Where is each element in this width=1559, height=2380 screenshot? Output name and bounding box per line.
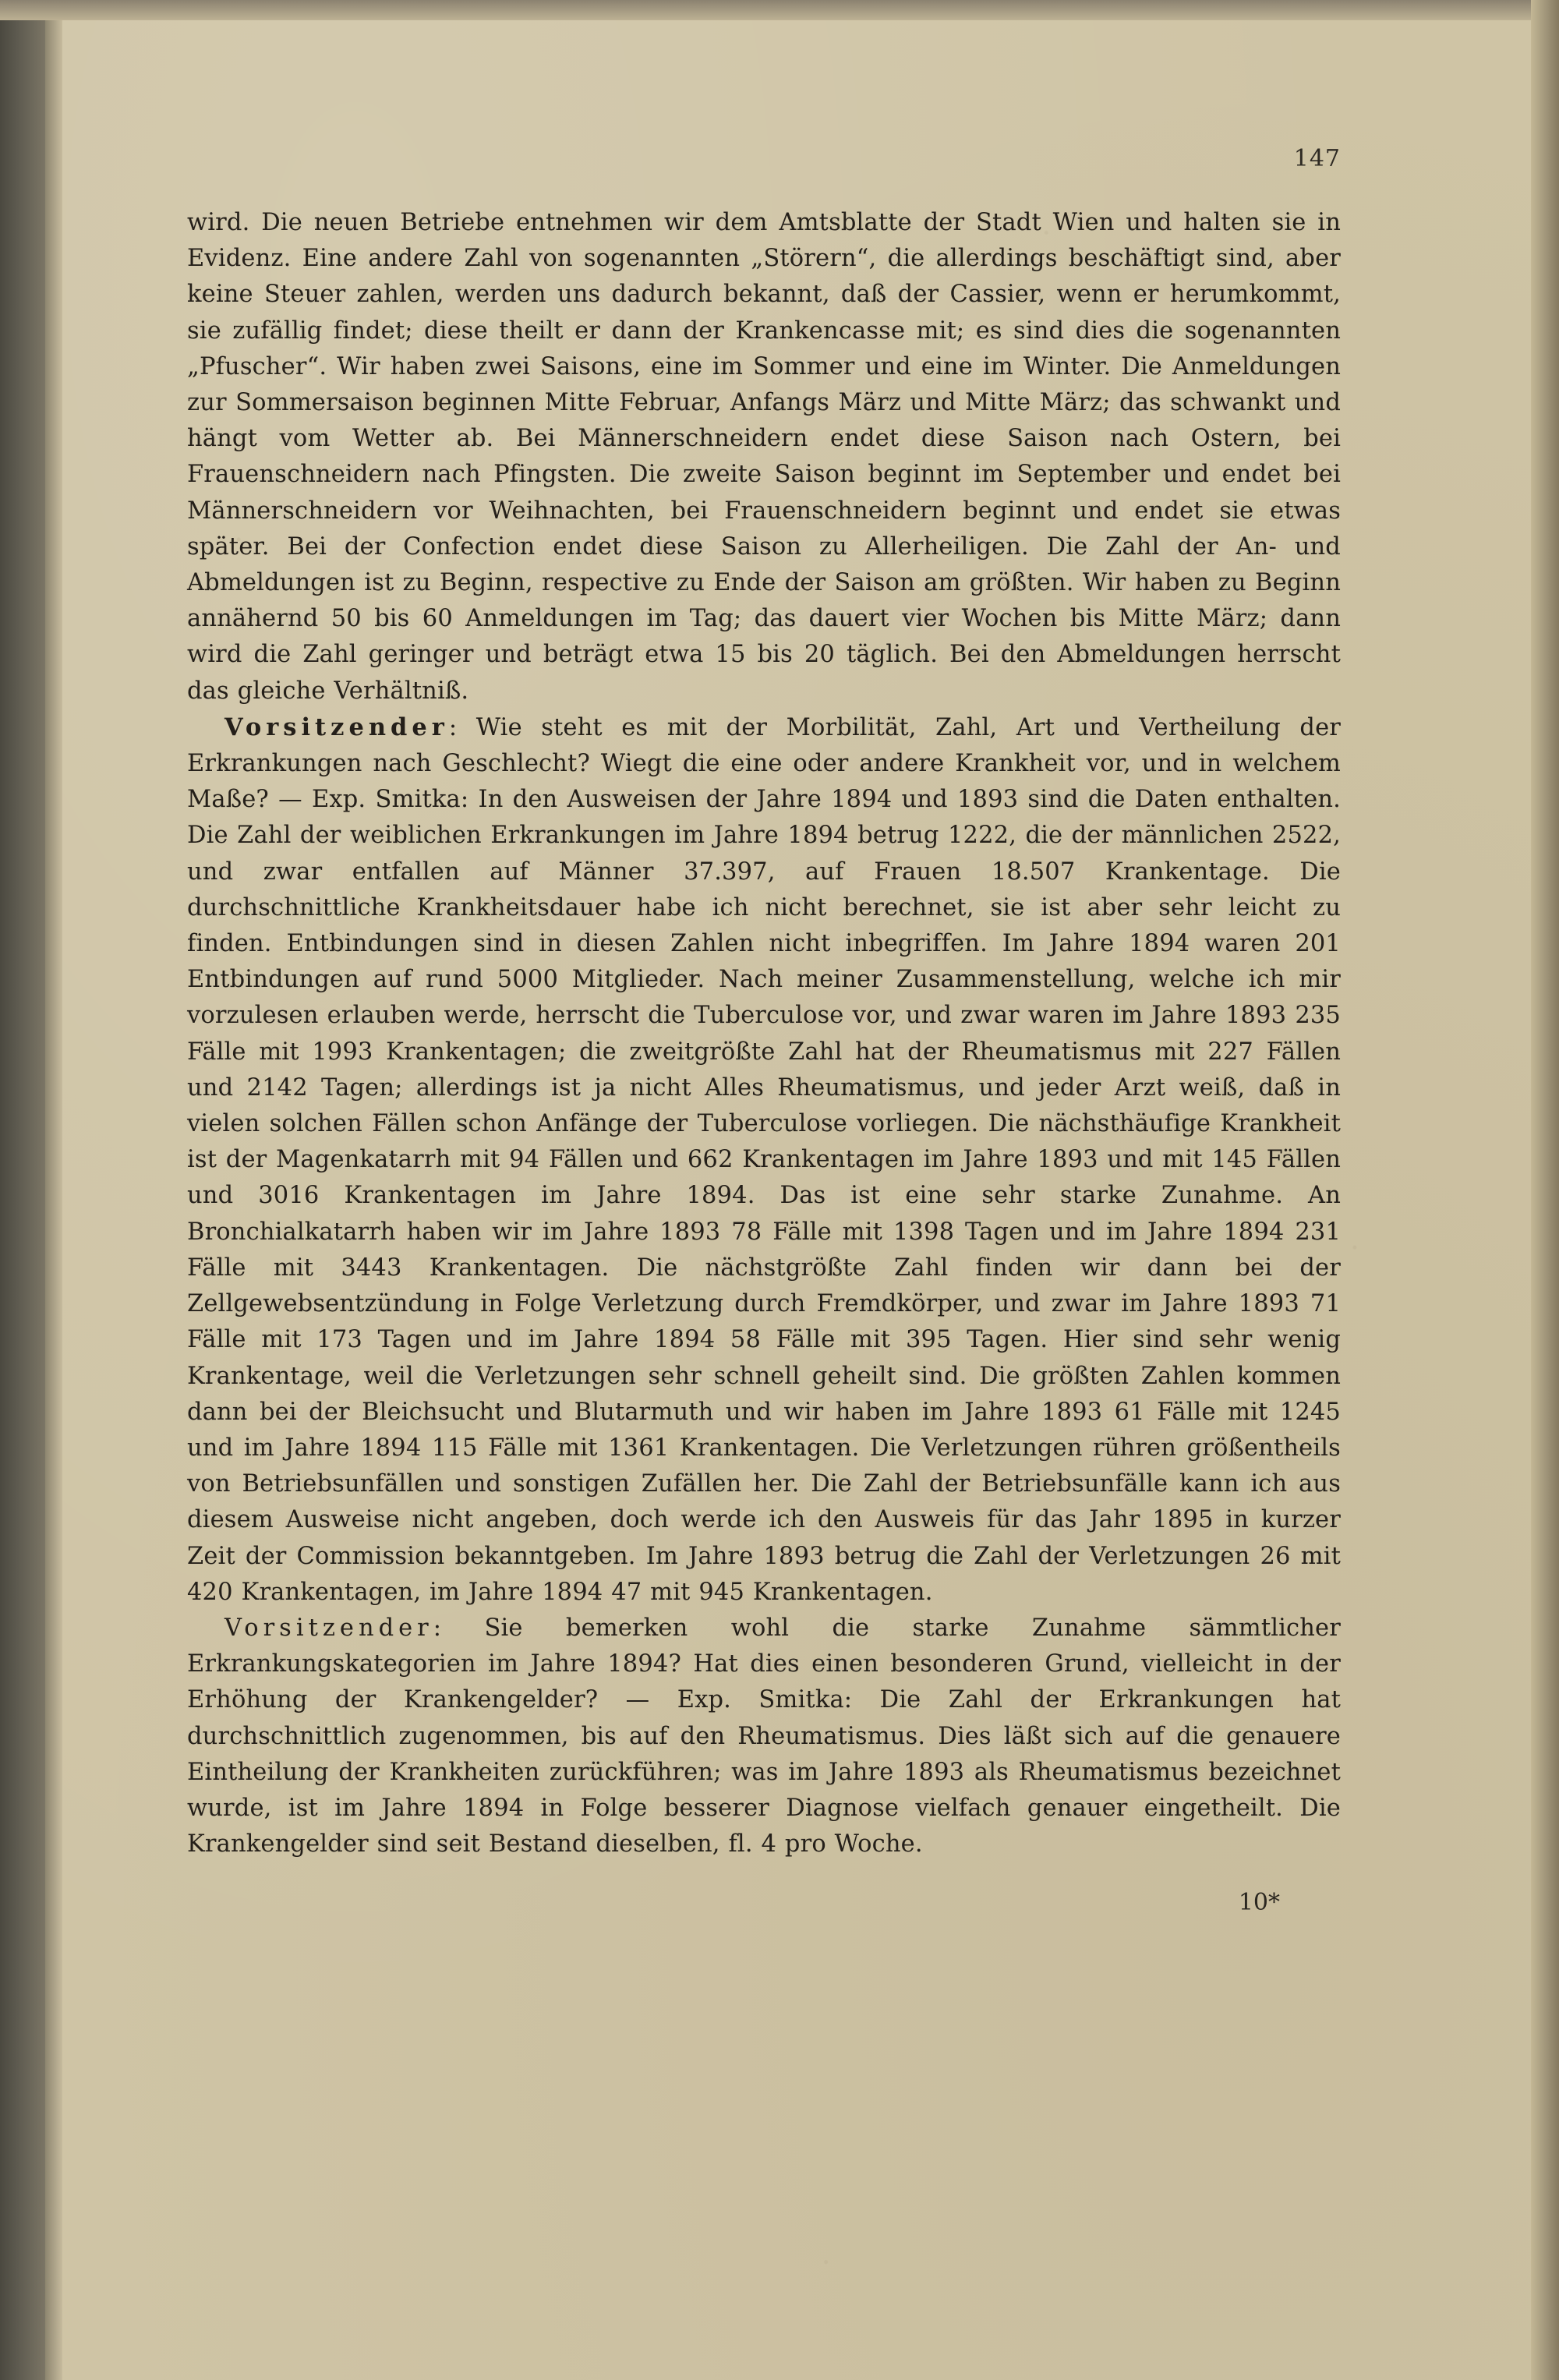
speaker-label: Vorsitzender xyxy=(224,713,449,741)
page-number: 147 xyxy=(1293,145,1341,172)
page-gutter-edge xyxy=(45,0,62,2380)
text-block xyxy=(187,145,1341,1916)
book-binding-shadow xyxy=(0,0,45,2380)
page-top-edge xyxy=(0,0,1559,20)
paragraph-2: Vorsitzender: Wie steht es mit der Morbilität, Zahl, Art und Vertheilung der Erkrankungen nach Geschlecht? Wiegt die eine oder andere Krankheit vor, und in welchem Maße? — Exp. Smitka: In den Ausweisen der Jahre 1894 und 1893 sind die Daten enthalten. Die Zahl der weiblichen Erkrankungen im Jahre 1894 betrug 1222, die der männlichen 2522, und zwar entfallen auf Männer 37.397, auf Frauen 18.507 Krankentage. Die durchschnittliche Krankheitsdauer habe ich nicht berechnet, sie ist aber sehr leicht zu finden. Entbindungen sind in diesen Zahlen nicht inbegriffen. Im Jahre 1894 waren 201 Entbindungen auf rund 5000 Mitglieder. Nach meiner Zusammenstellung, welche ich mir vorzulesen erlauben werde, herrscht die Tuberculose vor, und zwar waren im Jahre 1893 235 Fälle mit 1993 Krankentagen; die zweitgrößte Zahl hat der Rheumatismus mit 227 Fällen und 2142 Tagen; allerdings ist ja nicht Alles Rheumatismus, und jeder Arzt weiß, daß in vielen solchen Fällen schon Anfänge der Tuberculose vorliegen. Die nächsthäufige Krankheit ist der Magenkatarrh mit 94 Fällen und 662 Krankentagen im Jahre 1893 und mit 145 Fällen und 3016 Krankentagen im Jahre 1894. Das ist eine sehr starke Zunahme. An Bronchialkatarrh haben wir im Jahre 1893 78 Fälle mit 1398 Tagen und im Jahre 1894 231 Fälle mit 3443 Krankentagen. Die nächstgrößte Zahl finden wir dann bei der Zellgewebsentzündung in Folge Verletzung durch Fremdkörper, und zwar im Jahre 1893 71 Fälle mit 173 Tagen und im Jahre 1894 58 Fälle mit 395 Tagen. Hier sind sehr wenig Krankentage, weil die Verletzungen sehr schnell geheilt sind. Die größten Zahlen kommen dann bei der Bleichsucht und Blutarmuth und wir haben im Jahre 1893 61 Fälle mit 1245 und im Jahre 1894 115 Fälle mit 1361 Krankentagen. Die Verletzungen rühren größentheils von Betriebsunfällen und sonstigen Zufällen her. Die Zahl der Betriebsunfälle kann ich aus diesem Ausweise nicht angeben, doch werde ich den Ausweis für das Jahr 1895 in kurzer Zeit der Commission bekanntgeben. Im Jahre 1893 betrug die Zahl der Verletzungen 26 mit 420 Krankentagen, im Jahre 1894 47 mit 945 Krankentagen. xyxy=(187,713,1341,1606)
signature-mark: 10* xyxy=(1238,1889,1280,1917)
page-right-edge xyxy=(1531,0,1559,2380)
body-text xyxy=(187,205,1341,1862)
page-paper xyxy=(62,20,1531,2380)
paragraph-1: wird. Die neuen Betriebe entnehmen wir dem Amtsblatte der Stadt Wien und halten sie in Evidenz. Eine andere Zahl von sogenannten „Störern“, die allerdings beschäftigt sind, aber keine Steuer zahlen, werden uns dadurch bekannt, daß der Cassier, wenn er herumkommt, sie zufällig findet; diese theilt er dann der Krankencasse mit; es sind dies die sogenannten „Pfuscher“. Wir haben zwei Saisons, eine im Sommer und eine im Winter. Die Anmeldungen zur Sommersaison beginnen Mitte Februar, Anfangs März und Mitte März; das schwankt und hängt vom Wetter ab. Bei Männerschneidern endet diese Saison nach Ostern, bei Frauenschneidern nach Pfingsten. Die zweite Saison beginnt im September und endet bei Männerschneidern vor Weihnachten, bei Frauenschneidern beginnt und endet sie etwas später. Bei der Confection endet diese Saison zu Allerheiligen. Die Zahl der An- und Abmeldungen ist zu Beginn, respective zu Ende der Saison am größten. Wir haben zu Beginn annähernd 50 bis 60 Anmeldungen im Tag; das dauert vier Wochen bis Mitte März; dann wird die Zahl geringer und beträgt etwa 15 bis 20 täglich. Bei den Abmeldungen herrscht das gleiche Verhältniß. xyxy=(187,209,1341,705)
speaker-label: Vorsitzender xyxy=(224,1614,433,1642)
paragraph-3: Vorsitzender: Sie bemerken wohl die starke Zunahme sämmtlicher Erkrankungskategorien im Jahre 1894? Hat dies einen besonderen Grund, vielleicht in der Erhöhung der Krankengelder? — Exp. Smitka: Die Zahl der Erkrankungen hat durchschnittlich zugenommen, bis auf den Rheumatismus. Dies läßt sich auf die genauere Eintheilung der Krankheiten zurückführen; was im Jahre 1893 als Rheumatismus bezeichnet wurde, ist im Jahre 1894 in Folge besserer Diagnose vielfach genauer eingetheilt. Die Krankengelder sind seit Bestand dieselben, fl. 4 pro Woche. xyxy=(187,1614,1341,1858)
page-body xyxy=(62,20,1531,2380)
